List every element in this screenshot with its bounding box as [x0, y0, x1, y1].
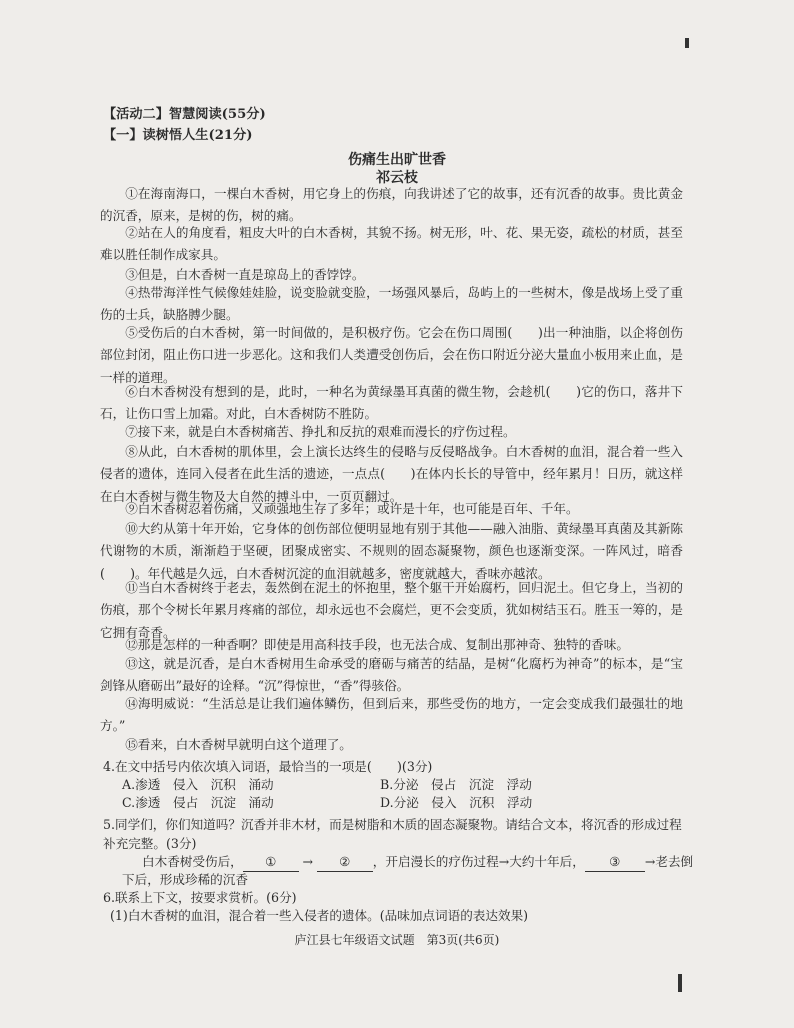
question-5-chain-tail: 下后，形成珍稀的沉香 [122, 872, 248, 887]
page-footer: 庐江县七年级语文试题 第3页(共6页) [294, 933, 500, 947]
paragraph-11: ⑪当白木香树终于老去，轰然倒在泥土的怀抱里，整个躯干开始腐朽，回归泥土。但它身上，当初的伤痕，那个令树长年累月疼痛的部位，却永远也不会腐烂，更不会变质，犹如树结玉石。胜玉一筹的，是它拥有奇香。 [100, 580, 683, 640]
paragraph-5: ⑤受伤后的白木香树，第一时间做的，是积极疗伤。它会在伤口周围( )出一种油脂，以企将创伤部位封闭，阻止伤口进一步恶化。这和我们人类遭受创伤后，会在伤口附近分泌大量血小板用来止血，是一样的道理。 [100, 325, 683, 385]
part-header: 【一】读树悟人生(21分) [103, 128, 253, 143]
arrow-icon: → [302, 854, 314, 869]
answer-blank-3[interactable]: ③ [585, 853, 645, 872]
question-5-stem: 5.同学们，你们知道吗？沉香并非木材，而是树脂和木质的固态凝聚物。请结合文本，将沉香的形成过程补充完整。(3分) [103, 817, 682, 851]
paragraph-6: ⑥白木香树没有想到的是，此时，一种名为黄绿墨耳真菌的微生物，会趁机( )它的伤口，落井下石，让伤口雪上加霜。对此，白木香树防不胜防。 [100, 384, 683, 422]
option-d[interactable]: D.分泌 侵入 沉积 浮动 [380, 795, 533, 810]
question-6-stem: 6.联系上下文，按要求赏析。(6分) [103, 890, 297, 905]
scan-mark [685, 38, 689, 48]
chain-start: 白木香树受伤后， [142, 854, 243, 869]
paragraph-1: ①在海南海口，一棵白木香树，用它身上的伤痕，向我讲述了它的故事，还有沉香的故事。贵比黄金的沉香，原来，是树的伤，树的痛。 [100, 186, 683, 224]
paragraph-12: ⑫那是怎样的一种香啊？即使是用高科技手段，也无法合成、复制出那神奇、独特的香味。 [125, 637, 629, 652]
paragraph-8: ⑧从此，白木香树的肌体里，会上演长达终生的侵略与反侵略战争。白木香树的血泪，混合着一些入侵者的遗体，连同入侵者在此生活的遗迹，一点点( )在体内长长的导管中，经年累月！日历，就这样在白木香树与微生物及大自然的搏斗中，一页页翻过。 [100, 444, 683, 504]
article-author: 祁云枝 [376, 170, 418, 186]
paragraph-4: ④热带海洋性气候像娃娃脸，说变脸就变脸，一场强风暴后，岛屿上的一些树木，像是战场上受了重伤的士兵，缺胳膊少腿。 [100, 285, 683, 323]
chain-mid: ，开启漫长的疗伤过程→大约十年后， [372, 854, 585, 869]
chain-end: →老去倒 [644, 854, 694, 869]
scan-mark-bottom [678, 974, 682, 992]
question-4-stem: 4.在文中括号内依次填入词语，最恰当的一项是( )(3分) [103, 759, 433, 774]
answer-blank-1[interactable]: ① [243, 853, 299, 872]
option-b[interactable]: B.分泌 侵占 沉淀 浮动 [380, 777, 532, 792]
article-title: 伤痛生出旷世香 [348, 152, 446, 168]
paragraph-10: ⑩大约从第十年开始，它身体的创伤部位便明显地有别于其他——融入油脂、黄绿墨耳真菌及其新陈代谢物的木质，渐渐趋于坚硬，团聚成密实、不规则的固态凝聚物，颜色也逐渐变深。一阵风过，暗香( )。年代越是久远，白木香树沉淀的血泪就越多，密度就越大，香味亦越浓。 [100, 521, 683, 581]
paragraph-2: ②站在人的角度看，粗皮大叶的白木香树，其貌不扬。树无形，叶、花、果无姿，疏松的材质，甚至难以胜任制作成家具。 [100, 225, 683, 263]
section-header: 【活动二】智慧阅读(55分) [103, 107, 266, 122]
paragraph-14: ⑭海明威说：“生活总是让我们遍体鳞伤，但到后来，那些受伤的地方，一定会变成我们最强壮的地方。” [100, 696, 683, 734]
option-c[interactable]: C.渗透 侵占 沉淀 涌动 [122, 795, 274, 810]
question-6-sub1: (1)白木香树的血泪，混合着一些入侵者的遗体。(品味加点词语的表达效果) [110, 908, 529, 923]
paragraph-15: ⑮看来，白木香树早就明白这个道理了。 [125, 737, 352, 752]
question-4-options [122, 776, 602, 816]
answer-blank-2[interactable]: ② [317, 853, 373, 872]
option-a[interactable]: A.渗透 侵入 沉积 涌动 [122, 777, 274, 792]
paragraph-9: ⑨白木香树忍着伤痛，又顽强地生存了多年；或许是十年，也可能是百年、千年。 [125, 501, 579, 516]
paragraph-7: ⑦接下来，就是白木香树痛苦、挣扎和反抗的艰难而漫长的疗伤过程。 [125, 424, 516, 439]
question-5-chain [142, 853, 693, 872]
paragraph-13: ⑬这，就是沉香，是白木香树用生命承受的磨砺与痛苦的结晶，是树“化腐朽为神奇”的标本，是“宝剑锋从磨砺出”最好的诠释。“沉”得惊世，“香”得骇俗。 [100, 656, 683, 694]
paragraph-3: ③但是，白木香树一直是琼岛上的香饽饽。 [125, 267, 365, 282]
